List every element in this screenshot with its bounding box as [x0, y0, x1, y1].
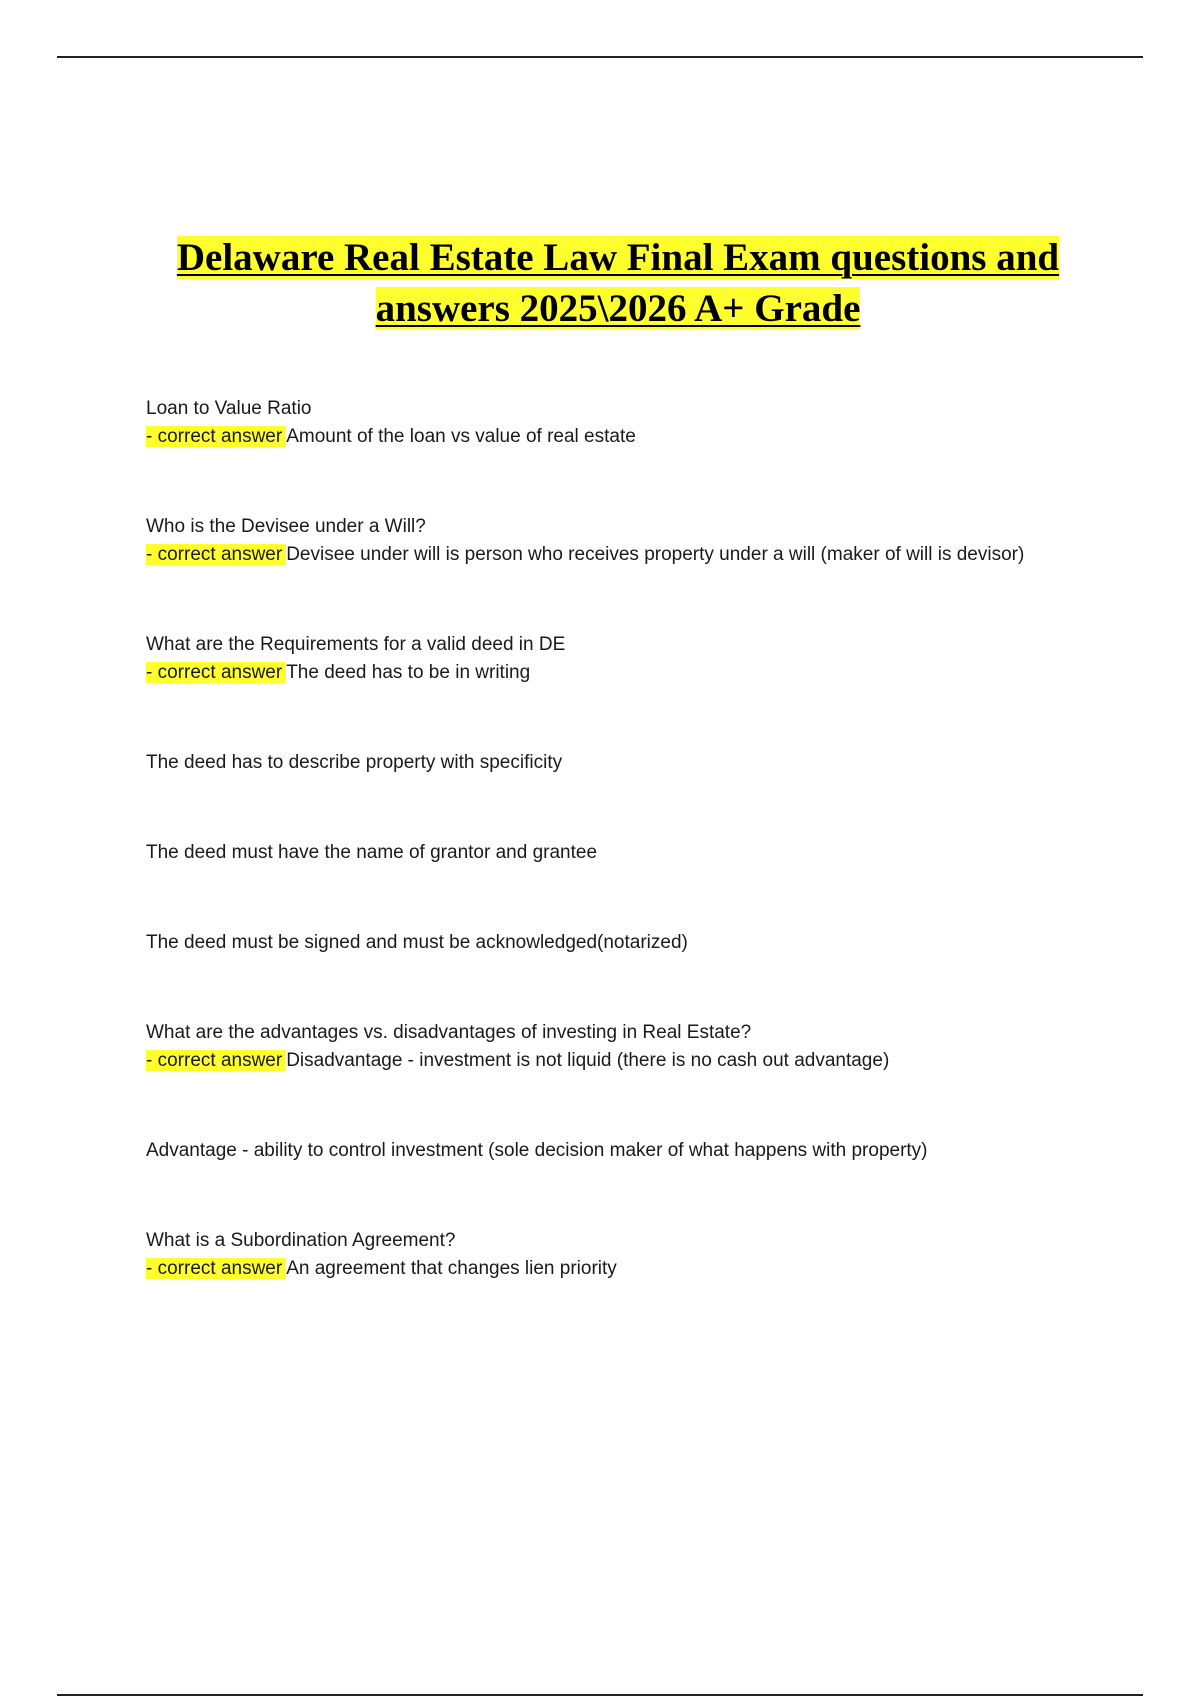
answer-line: [146, 541, 1066, 569]
qa-list: [146, 395, 1066, 1283]
answer-marker: - correct answer: [146, 426, 286, 447]
answer-continuation: The deed must have the name of grantor and grantee: [146, 842, 598, 863]
answer-continuation: Advantage - ability to control investment (sole decision maker of what happens with property): [146, 1140, 928, 1161]
answer-line: [146, 1047, 1066, 1075]
answer-marker: - correct answer: [146, 662, 286, 683]
spacer: [146, 687, 1066, 749]
spacer: [146, 1075, 1066, 1137]
header-rule: [57, 56, 1143, 58]
question-text: What are the advantages vs. disadvantages of investing in Real Estate?: [146, 1022, 752, 1043]
qa-item: [146, 1227, 1066, 1283]
spacer: [146, 867, 1066, 929]
answer-marker: - correct answer: [146, 1258, 286, 1279]
answer-text: The deed has to be in writing: [286, 662, 531, 683]
spacer: [146, 777, 1066, 839]
answer-text: An agreement that changes lien priority: [286, 1258, 617, 1279]
answer-text: Devisee under will is person who receives property under a will (maker of will is devisor): [286, 544, 1025, 565]
answer-continuation: The deed has to describe property with specificity: [146, 752, 563, 773]
spacer: [146, 451, 1066, 513]
answer-continuation: The deed must be signed and must be acknowledged(notarized): [146, 932, 688, 953]
question-text: What are the Requirements for a valid deed in DE: [146, 634, 566, 655]
answer-line: [146, 423, 1066, 451]
spacer: [146, 957, 1066, 1019]
qa-item: [146, 631, 1066, 957]
spacer: [146, 569, 1066, 631]
document-title-text: Delaware Real Estate Law Final Exam questions and answers 2025\2026 A+ Grade: [176, 236, 1060, 330]
footer-rule: [57, 1694, 1143, 1696]
qa-item: [146, 513, 1066, 569]
answer-marker: - correct answer: [146, 544, 286, 565]
answer-marker: - correct answer: [146, 1050, 286, 1071]
answer-text: Amount of the loan vs value of real estate: [286, 426, 636, 447]
answer-line: [146, 1255, 1066, 1283]
qa-item: [146, 1019, 1066, 1165]
question-text: Who is the Devisee under a Will?: [146, 516, 426, 537]
qa-item: [146, 395, 1066, 451]
question-text: What is a Subordination Agreement?: [146, 1230, 456, 1251]
document-title: [120, 232, 1116, 334]
answer-line: [146, 659, 1066, 687]
spacer: [146, 1165, 1066, 1227]
question-text: Loan to Value Ratio: [146, 398, 312, 419]
answer-text: Disadvantage - investment is not liquid (there is no cash out advantage): [286, 1050, 890, 1071]
